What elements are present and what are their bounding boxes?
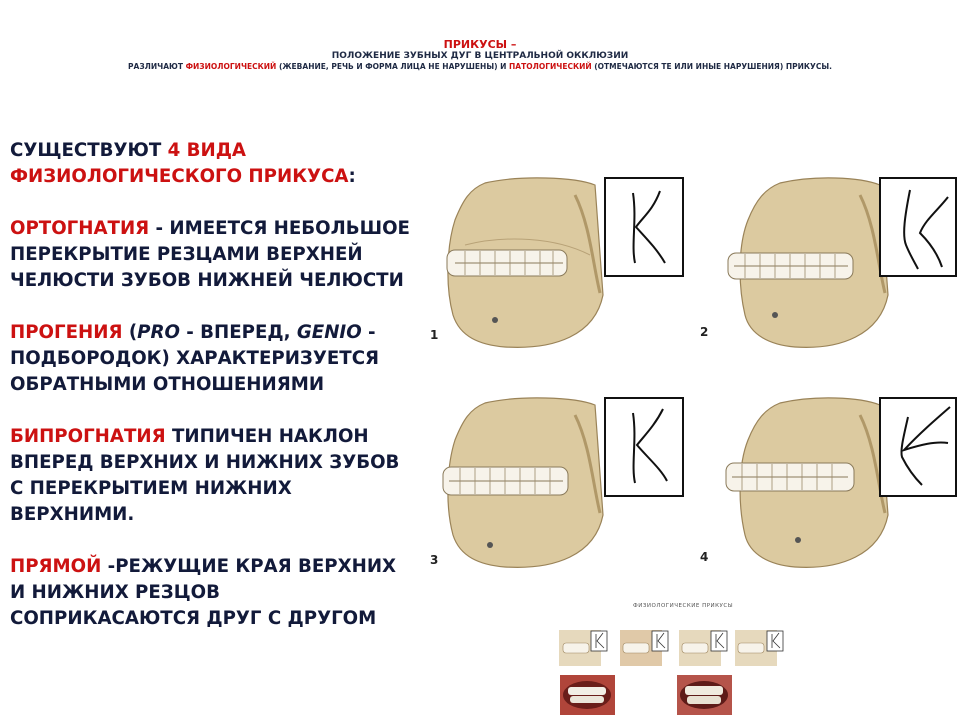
slide-subtitle-line3: РАЗЛИЧАЮТ ФИЗИОЛОГИЧЕСКИЙ (ЖЕВАНИЕ, РЕЧЬ И ФОРМА ЛИЦА НЕ НАРУШЕНЫ) И ПАТОЛОГИЧЕСКИЙ (ОТМЕЧАЮТСЯ ТЕ ИЛИ ИНЫЕ НАРУШЕНИЯ) ПРИКУСЫ. [128,62,832,71]
slide-header [0,38,960,72]
body-text [10,138,410,632]
type-progenia: ПРОГЕНИЯ (PRO - ВПЕРЕД, GENIO - ПОДБОРОДОК) ХАРАКТЕРИЗУЕТСЯ ОБРАТНЫМИ ОТНОШЕНИЯМИ [10,322,380,395]
mouth-photo-2 [677,675,732,715]
thumbnail-caption: ФИЗИОЛОГИЧЕСКИЕ ПРИКУСЫ [633,603,734,609]
intro-paragraph: СУЩЕСТВУЮТ 4 ВИДА ФИЗИОЛОГИЧЕСКОГО ПРИКУСА: [10,140,356,187]
figure-number-2: 2 [700,325,709,339]
thumbnail-4 [735,630,783,666]
mouth-photo-1 [560,675,615,715]
slide-subtitle: ПОЛОЖЕНИЕ ЗУБНЫХ ДУГ В ЦЕНТРАЛЬНОЙ ОККЛЮЗИИ [331,51,629,61]
figure-number-4: 4 [700,550,709,564]
figure-number-3: 3 [430,553,439,567]
jaw-illustration-1 [425,175,690,355]
figure-number-1: 1 [430,328,439,342]
thumbnail-2 [620,630,668,666]
jaw-illustration-2 [720,175,960,355]
type-straight: ПРЯМОЙ -РЕЖУЩИЕ КРАЯ ВЕРХНИХ И НИЖНИХ РЕЗЦОВ СОПРИКАСАЮТСЯ ДРУГ С ДРУГОМ [10,556,397,629]
thumbnail-3 [679,630,727,666]
slide-title: ПРИКУСЫ – [443,38,517,51]
jaw-illustration-3 [425,395,690,575]
thumbnail-strip [555,625,795,670]
jaw-illustration-4 [720,395,960,575]
type-biprognathia: БИПРОГНАТИЯ ТИПИЧЕН НАКЛОН ВПЕРЕД ВЕРХНИХ И НИЖНИХ ЗУБОВ С ПЕРЕКРЫТИЕМ НИЖНИХ ВЕРХНИМИ. [10,426,400,525]
type-orthognathia: ОРТОГНАТИЯ - ИМЕЕТСЯ НЕБОЛЬШОЕ ПЕРЕКРЫТИЕ РЕЗЦАМИ ВЕРХНЕЙ ЧЕЛЮСТИ ЗУБОВ НИЖНЕЙ ЧЕЛЮСТИ [10,218,410,291]
thumbnail-1 [559,630,607,666]
